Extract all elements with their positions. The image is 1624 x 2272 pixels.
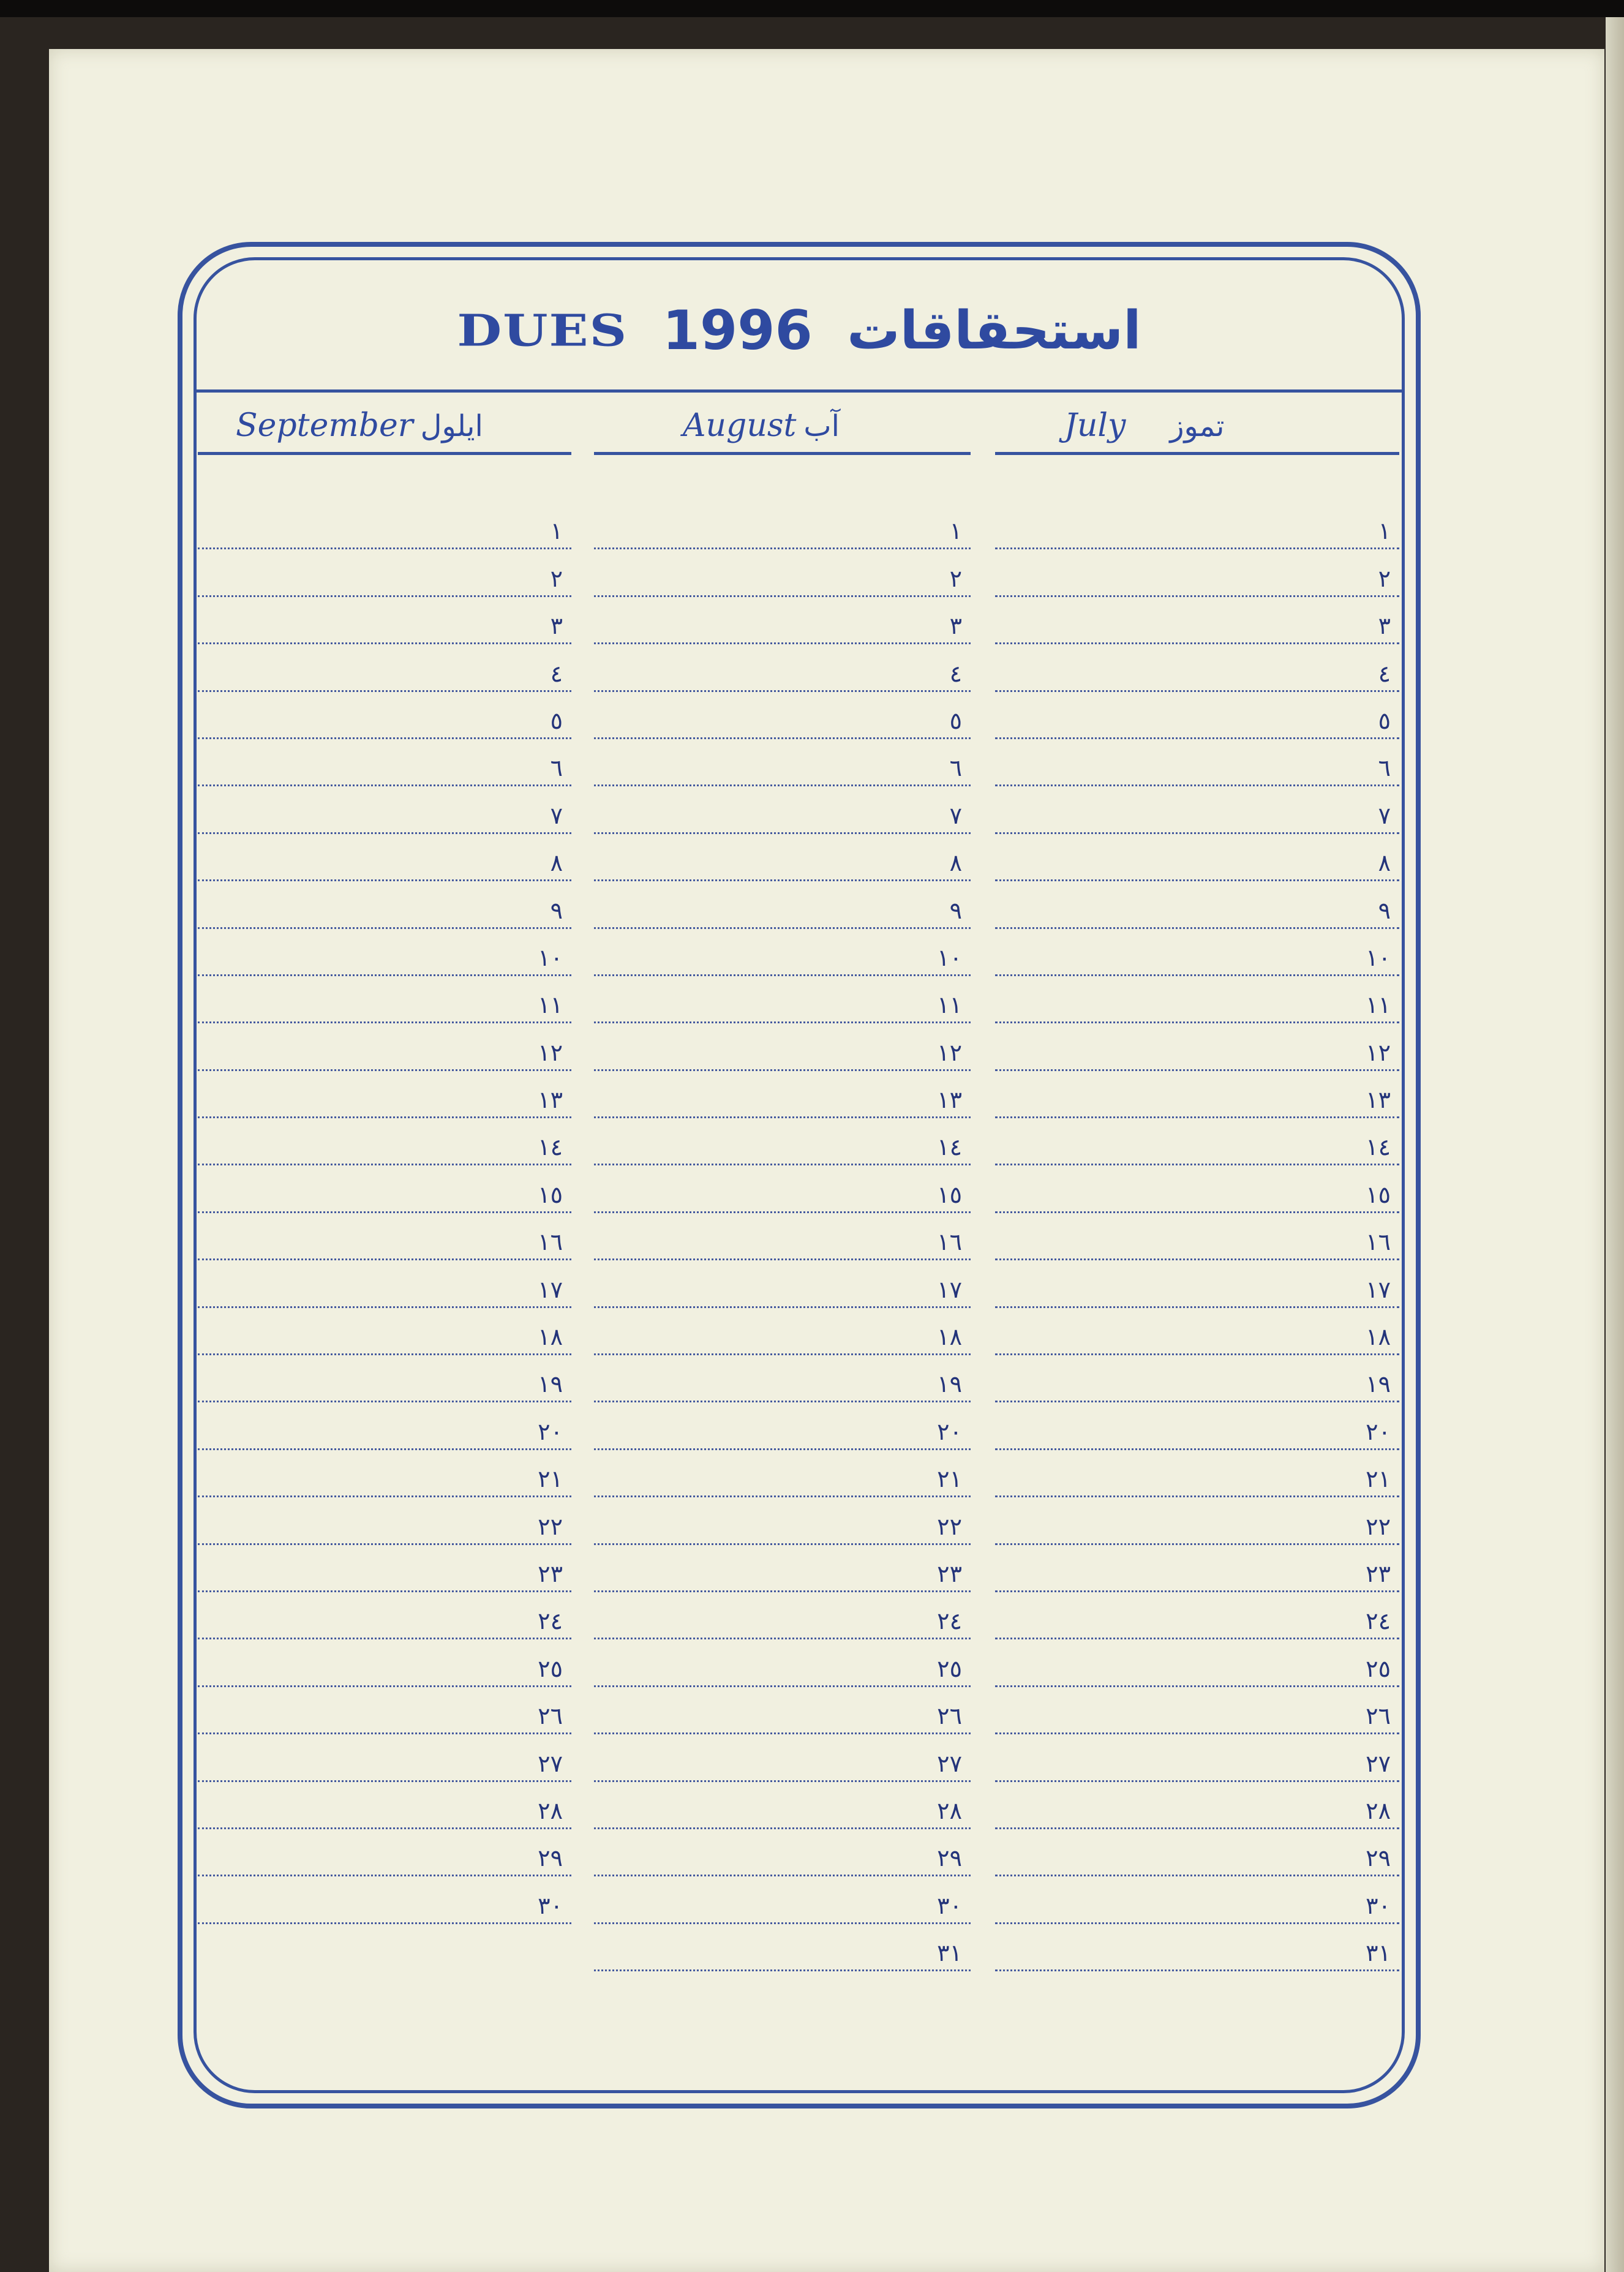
day-number: ١٠ bbox=[538, 944, 563, 971]
day-number: ١٨ bbox=[1366, 1323, 1391, 1351]
day-entry-line[interactable] bbox=[198, 1497, 571, 1544]
day-entry-line[interactable] bbox=[198, 1687, 571, 1734]
day-entry-line[interactable] bbox=[995, 739, 1399, 786]
day-number: ٢٦ bbox=[1366, 1702, 1391, 1730]
day-entry-line[interactable] bbox=[198, 1165, 571, 1213]
day-number: ٢٨ bbox=[538, 1797, 563, 1824]
day-number: ١٧ bbox=[538, 1276, 563, 1303]
day-entry-line[interactable] bbox=[594, 1639, 971, 1687]
day-entry-line[interactable] bbox=[198, 786, 571, 833]
day-entry-line[interactable] bbox=[198, 1782, 571, 1829]
day-number: ٢١ bbox=[937, 1465, 962, 1493]
day-number: ٣ bbox=[550, 612, 563, 640]
day-number: ٧ bbox=[949, 802, 962, 829]
day-number: ١٢ bbox=[937, 1039, 962, 1066]
day-entry-line[interactable] bbox=[594, 1308, 971, 1355]
day-entry-line[interactable] bbox=[198, 1071, 571, 1118]
day-entry-line[interactable] bbox=[995, 1829, 1399, 1876]
day-number: ٢٣ bbox=[1366, 1560, 1391, 1587]
day-entry-line[interactable] bbox=[995, 1213, 1399, 1260]
day-number: ٣ bbox=[1378, 612, 1391, 640]
day-number: ٩ bbox=[1378, 897, 1391, 924]
day-entry-line[interactable] bbox=[198, 1639, 571, 1687]
day-number: ٢٧ bbox=[937, 1750, 962, 1777]
day-number: ٣١ bbox=[1366, 1939, 1391, 1967]
day-number: ٢٠ bbox=[937, 1418, 962, 1445]
day-entry-line[interactable] bbox=[198, 1545, 571, 1592]
day-entry-line[interactable] bbox=[198, 1355, 571, 1402]
column-underline-july bbox=[995, 452, 1399, 455]
day-number: ٢٦ bbox=[538, 1702, 563, 1730]
day-number: ٦ bbox=[949, 754, 962, 782]
day-number: ١٤ bbox=[1366, 1134, 1391, 1161]
day-entry-line[interactable] bbox=[594, 1213, 971, 1260]
day-entry-line[interactable] bbox=[995, 1071, 1399, 1118]
day-entry-line[interactable] bbox=[995, 1355, 1399, 1402]
day-number: ١ bbox=[949, 517, 962, 545]
day-number: ٧ bbox=[550, 802, 563, 829]
day-number: ٢٤ bbox=[1366, 1608, 1391, 1635]
day-number: ٢٦ bbox=[937, 1702, 962, 1730]
day-number: ٢٠ bbox=[1366, 1418, 1391, 1445]
month-name-english: July bbox=[1064, 407, 1126, 444]
title-arabic: استحقاقات bbox=[847, 299, 1141, 361]
day-entry-line[interactable] bbox=[995, 597, 1399, 644]
day-entry-line[interactable] bbox=[995, 644, 1399, 691]
day-entry-line[interactable] bbox=[198, 739, 571, 786]
day-number: ١٧ bbox=[937, 1276, 962, 1303]
day-number: ٢٠ bbox=[538, 1418, 563, 1445]
day-entry-line[interactable] bbox=[594, 786, 971, 833]
day-entry-line[interactable] bbox=[995, 1308, 1399, 1355]
day-entry-line[interactable] bbox=[198, 834, 571, 881]
day-number: ١٤ bbox=[937, 1134, 962, 1161]
day-entry-line[interactable] bbox=[995, 1402, 1399, 1450]
day-entry-line[interactable] bbox=[594, 1592, 971, 1639]
day-entry-line[interactable] bbox=[198, 1308, 571, 1355]
day-entry-line[interactable] bbox=[995, 786, 1399, 833]
day-number: ٩ bbox=[949, 897, 962, 924]
day-entry-line[interactable] bbox=[594, 597, 971, 644]
day-number: ١٢ bbox=[538, 1039, 563, 1066]
day-entry-line[interactable] bbox=[198, 549, 571, 596]
day-entry-line[interactable] bbox=[198, 644, 571, 691]
day-number: ٢٢ bbox=[937, 1513, 962, 1540]
day-entry-line[interactable] bbox=[995, 1165, 1399, 1213]
day-entry-line[interactable] bbox=[995, 976, 1399, 1023]
scan-top-edge bbox=[0, 0, 1624, 17]
day-number: ٣١ bbox=[937, 1939, 962, 1967]
month-name-english: September bbox=[236, 407, 413, 444]
day-entry-line[interactable] bbox=[594, 1450, 971, 1497]
page-title bbox=[194, 288, 1405, 367]
day-number: ٢٢ bbox=[538, 1513, 563, 1540]
day-entry-line[interactable] bbox=[995, 881, 1399, 928]
title-year: 1996 bbox=[662, 298, 813, 362]
day-number: ١٥ bbox=[1366, 1181, 1391, 1208]
day-entry-line[interactable] bbox=[198, 1402, 571, 1450]
day-number: ٤ bbox=[1378, 660, 1391, 687]
day-entry-line[interactable] bbox=[594, 1734, 971, 1781]
day-number: ٢٨ bbox=[937, 1797, 962, 1824]
day-entry-line[interactable] bbox=[594, 1497, 971, 1544]
day-entry-line[interactable] bbox=[594, 502, 971, 549]
day-number: ١٠ bbox=[937, 944, 962, 971]
day-number: ١٦ bbox=[937, 1228, 962, 1256]
day-number: ٢٩ bbox=[1366, 1845, 1391, 1872]
day-number: ١١ bbox=[937, 991, 962, 1019]
column-header-august bbox=[683, 398, 840, 453]
day-entry-line[interactable] bbox=[594, 692, 971, 739]
day-entry-line[interactable] bbox=[594, 929, 971, 976]
day-entry-line[interactable] bbox=[594, 1402, 971, 1450]
day-number: ٢٤ bbox=[538, 1608, 563, 1635]
day-entry-line[interactable] bbox=[198, 929, 571, 976]
day-entry-line[interactable] bbox=[198, 1118, 571, 1165]
day-number: ١٩ bbox=[1366, 1371, 1391, 1398]
day-number: ٧ bbox=[1378, 802, 1391, 829]
day-number: ١٣ bbox=[1366, 1086, 1391, 1114]
day-number: ٤ bbox=[550, 660, 563, 687]
day-number: ٦ bbox=[1378, 754, 1391, 782]
day-number: ١ bbox=[550, 517, 563, 545]
day-entry-line[interactable] bbox=[198, 1592, 571, 1639]
day-entry-line[interactable] bbox=[995, 1592, 1399, 1639]
column-underline-september bbox=[198, 452, 571, 455]
day-entry-line[interactable] bbox=[995, 1734, 1399, 1781]
day-number: ١١ bbox=[1366, 991, 1391, 1019]
day-number: ٥ bbox=[1378, 707, 1391, 734]
month-name-arabic: تموز bbox=[1170, 409, 1225, 443]
day-number: ١٥ bbox=[538, 1181, 563, 1208]
day-entry-line[interactable] bbox=[594, 739, 971, 786]
day-number: ١٩ bbox=[937, 1371, 962, 1398]
day-number: ١٣ bbox=[538, 1086, 563, 1114]
day-number: ١٦ bbox=[538, 1228, 563, 1256]
day-entry-line[interactable] bbox=[594, 1924, 971, 1971]
day-entry-line[interactable] bbox=[594, 881, 971, 928]
day-entry-line[interactable] bbox=[198, 1829, 571, 1876]
day-entry-line[interactable] bbox=[594, 1355, 971, 1402]
day-number: ٨ bbox=[1378, 849, 1391, 877]
day-number: ٢٤ bbox=[937, 1608, 962, 1635]
day-number: ١٥ bbox=[937, 1181, 962, 1208]
column-header-july bbox=[1064, 398, 1224, 453]
day-entry-line[interactable] bbox=[198, 1023, 571, 1070]
day-entry-line[interactable] bbox=[995, 1924, 1399, 1971]
month-name-english: August bbox=[683, 407, 797, 444]
day-column-july bbox=[995, 502, 1399, 1971]
day-number: ٣٠ bbox=[538, 1892, 563, 1919]
day-number: ٢٣ bbox=[538, 1560, 563, 1587]
next-page-edge bbox=[1606, 17, 1624, 2272]
title-english: DUES bbox=[457, 304, 628, 356]
day-number: ٩ bbox=[550, 897, 563, 924]
title-rule bbox=[194, 389, 1405, 393]
day-entry-line[interactable] bbox=[594, 834, 971, 881]
day-entry-line[interactable] bbox=[198, 1260, 571, 1307]
day-number: ١٢ bbox=[1366, 1039, 1391, 1066]
day-entry-line[interactable] bbox=[594, 1782, 971, 1829]
day-column-august bbox=[594, 502, 971, 1971]
day-number: ١٦ bbox=[1366, 1228, 1391, 1256]
day-number: ١٠ bbox=[1366, 944, 1391, 971]
day-entry-line[interactable] bbox=[995, 502, 1399, 549]
day-entry-line[interactable] bbox=[594, 1165, 971, 1213]
day-number: ١٩ bbox=[538, 1371, 563, 1398]
day-entry-line[interactable] bbox=[594, 1118, 971, 1165]
day-entry-line[interactable] bbox=[198, 1450, 571, 1497]
day-entry-line[interactable] bbox=[995, 1260, 1399, 1307]
day-number: ١ bbox=[1378, 517, 1391, 545]
day-number: ٢ bbox=[949, 565, 962, 592]
day-entry-line[interactable] bbox=[198, 1876, 571, 1924]
day-entry-line[interactable] bbox=[594, 1071, 971, 1118]
day-entry-line[interactable] bbox=[198, 597, 571, 644]
day-number: ١٤ bbox=[538, 1134, 563, 1161]
day-entry-line[interactable] bbox=[995, 834, 1399, 881]
day-entry-line[interactable] bbox=[198, 1734, 571, 1781]
day-number: ٣ bbox=[949, 612, 962, 640]
day-entry-line[interactable] bbox=[995, 1639, 1399, 1687]
day-number: ٢٩ bbox=[937, 1845, 962, 1872]
day-number: ٢٥ bbox=[538, 1655, 563, 1682]
day-entry-line[interactable] bbox=[594, 1687, 971, 1734]
day-entry-line[interactable] bbox=[594, 1260, 971, 1307]
day-entry-line[interactable] bbox=[198, 1213, 571, 1260]
day-entry-line[interactable] bbox=[594, 976, 971, 1023]
day-number: ١٨ bbox=[937, 1323, 962, 1351]
day-entry-line[interactable] bbox=[594, 1876, 971, 1924]
day-number: ٣٠ bbox=[937, 1892, 962, 1919]
day-entry-line[interactable] bbox=[995, 549, 1399, 596]
column-underline-august bbox=[594, 452, 971, 455]
day-number: ١٨ bbox=[538, 1323, 563, 1351]
day-entry-line[interactable] bbox=[594, 644, 971, 691]
day-entry-line[interactable] bbox=[995, 1545, 1399, 1592]
day-entry-line[interactable] bbox=[995, 1118, 1399, 1165]
day-number: ٢ bbox=[1378, 565, 1391, 592]
day-entry-line[interactable] bbox=[995, 929, 1399, 976]
day-number: ٢٨ bbox=[1366, 1797, 1391, 1824]
day-entry-line[interactable] bbox=[594, 549, 971, 596]
day-number: ٢ bbox=[550, 565, 563, 592]
day-entry-line[interactable] bbox=[995, 1450, 1399, 1497]
day-number: ٨ bbox=[949, 849, 962, 877]
day-number: ١٣ bbox=[937, 1086, 962, 1114]
day-number: ٢٧ bbox=[1366, 1750, 1391, 1777]
day-entry-line[interactable] bbox=[995, 1876, 1399, 1924]
day-number: ٢١ bbox=[1366, 1465, 1391, 1493]
day-number: ٢١ bbox=[538, 1465, 563, 1493]
month-name-arabic: ايلول bbox=[420, 409, 483, 443]
month-name-arabic: آب bbox=[803, 409, 840, 443]
day-number: ٢٥ bbox=[937, 1655, 962, 1682]
day-entry-line[interactable] bbox=[995, 1782, 1399, 1829]
day-number: ٢٧ bbox=[538, 1750, 563, 1777]
day-number: ١٧ bbox=[1366, 1276, 1391, 1303]
day-number: ٢٢ bbox=[1366, 1513, 1391, 1540]
day-number: ٤ bbox=[949, 660, 962, 687]
day-entry-line[interactable] bbox=[198, 881, 571, 928]
day-number: ٣٠ bbox=[1366, 1892, 1391, 1919]
day-number: ٥ bbox=[949, 707, 962, 734]
day-number: ١١ bbox=[538, 991, 563, 1019]
day-column-september bbox=[198, 502, 571, 1924]
day-entry-line[interactable] bbox=[995, 1687, 1399, 1734]
day-entry-line[interactable] bbox=[594, 1829, 971, 1876]
day-entry-line[interactable] bbox=[198, 502, 571, 549]
day-number: ٢٣ bbox=[937, 1560, 962, 1587]
day-number: ٢٥ bbox=[1366, 1655, 1391, 1682]
day-number: ٢٩ bbox=[538, 1845, 563, 1872]
column-header-september bbox=[236, 398, 483, 453]
day-entry-line[interactable] bbox=[995, 1497, 1399, 1544]
day-entry-line[interactable] bbox=[594, 1545, 971, 1592]
day-entry-line[interactable] bbox=[594, 1023, 971, 1070]
day-entry-line[interactable] bbox=[995, 1023, 1399, 1070]
day-number: ٨ bbox=[550, 849, 563, 877]
day-number: ٥ bbox=[550, 707, 563, 734]
day-entry-line[interactable] bbox=[198, 976, 571, 1023]
day-entry-line[interactable] bbox=[198, 692, 571, 739]
day-number: ٦ bbox=[550, 754, 563, 782]
day-entry-line[interactable] bbox=[995, 692, 1399, 739]
